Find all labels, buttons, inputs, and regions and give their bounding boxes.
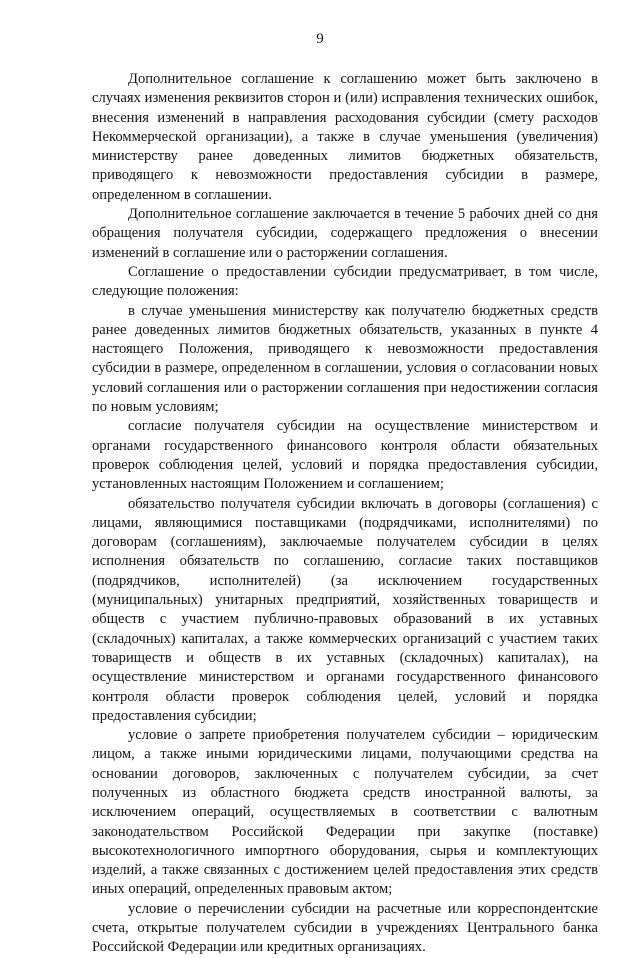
paragraph-transfer-to-accounts: условие о перечислении субсидии на расчетные или корреспондентские счета, открытые получателем субсидии в учреждениях Центрального банка Российской Федерации или кредитных организациях. [92,900,598,956]
paragraph-foreign-currency-prohibition: условие о запрете приобретения получателем субсидии – юридическим лицом, а также иными юридическими лицами, получающими средства на основании договоров, заключенных с получателем субсидии, за счет полученных из областного бюджета средств иностранной валюты, за исключением операций, осуществляемых в соответствии с валютным законодательством Российской Федерации при закупке (поставке) высокотехнологичного импортного оборудования, сырья и комплектующих изделий, а также связанных с достижением целей предоставления этих средств иных операций, определенных правовым актом; [92,727,598,898]
paragraph-supplier-consent-obligation: обязательство получателя субсидии включать в договоры (соглашения) с лицами, являющимися поставщиками (подрядчиками, исполнителями) по договорам (соглашениям), заключаемые получателем субсидии в целях исполнения обязательств по соглашению, согласие таких поставщиков (подрядчиков, исполнителей) (за исключением государственных (муниципальных) унитарных предприятий, хозяйственных товариществ и обществ с участием публично-правовых образований в их уставных (складочных) капиталах, а также коммерческих организаций с участием таких товариществ и обществ в их уставных (складочных) капиталах), на осуществление министерством и органами государственного финансового контроля области проверок соблюдения целей, условий и порядка предоставления субсидии; [92,495,598,724]
page-number: 9 [316,31,324,47]
paragraph-additional-agreement-cases: Дополнительное соглашение к соглашению может быть заключено в случаях изменения реквизитов сторон и (или) исправления технических ошибок, внесения изменений в направления расходования субсидии (смету расходов Некоммерческой организации), а также в случае уменьшения (увеличения) министерству ранее доведенных лимитов бюджетных обязательств, приводящего к невозможности предоставления субсидии в размере, определенном в соглашении. [92,71,598,203]
paragraph-limits-reduction: в случае уменьшения министерству как получателю бюджетных средств ранее доведенных лимитов бюджетных обязательств, указанных в пункте 4 настоящего Положения, приводящего к невозможности предоставления субсидии в размере, определенном в соглашении, условия о согласовании новых условий соглашения или о расторжении соглашения при недостижении согласия по новым условиям; [92,302,598,416]
paragraph-additional-agreement-term: Дополнительное соглашение заключается в течение 5 рабочих дней со дня обращения получателя субсидии, содержащего предложения о внесении изменений в соглашение или о расторжении соглашения. [92,206,598,261]
paragraph-consent-to-inspections: согласие получателя субсидии на осуществление министерством и органами государственного финансового контроля области обязательных проверок соблюдения целей, условий и порядка предоставления субсидии, установленных настоящим Положением и соглашением; [92,418,598,493]
paragraph-agreement-provisions-intro: Соглашение о предоставлении субсидии предусматривает, в том числе, следующие положения: [92,263,598,300]
document-body [92,70,598,958]
